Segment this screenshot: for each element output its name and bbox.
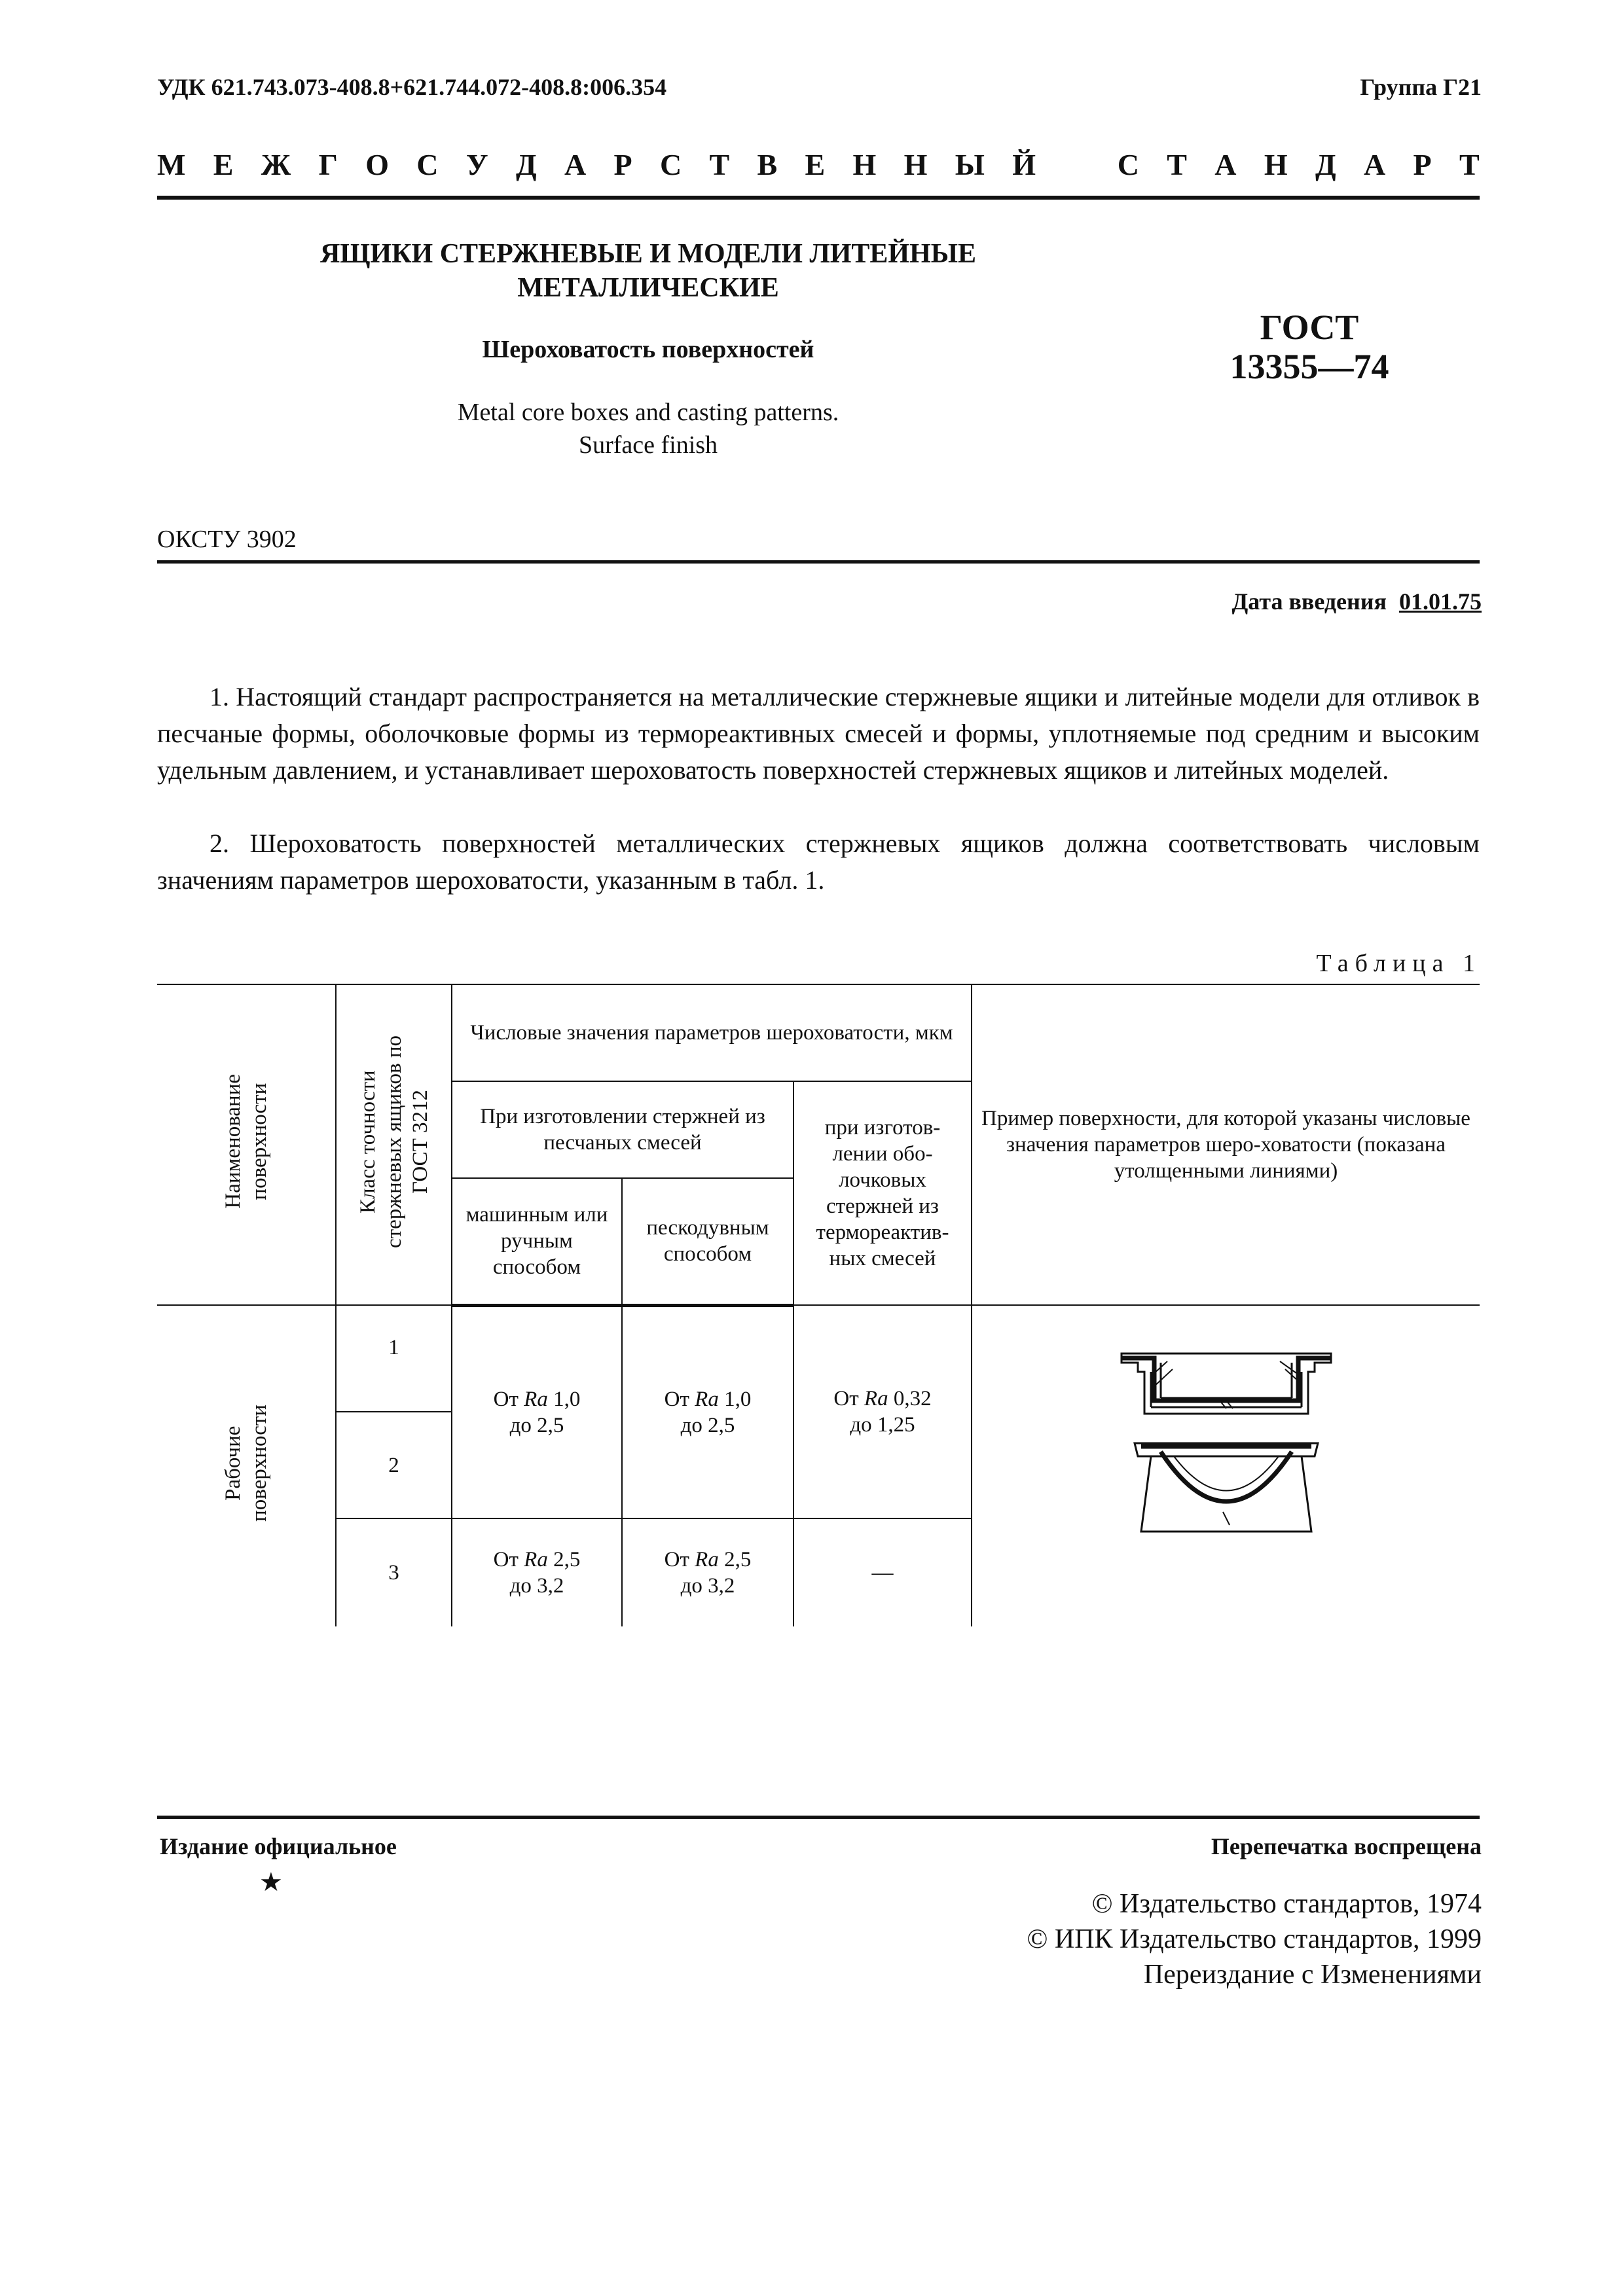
gost-label: ГОСТ — [1260, 308, 1359, 347]
header-values: Числовые значения параметров шероховатости, мкм — [452, 984, 972, 1081]
banner-letter: Ы — [955, 148, 985, 181]
banner-letter: А — [1363, 148, 1386, 181]
intro-date-label: Дата введения — [1231, 588, 1387, 615]
value-from: 1,0 — [724, 1387, 752, 1411]
machine-value-3 — [452, 1518, 622, 1626]
english-line-1: Metal core boxes and casting patterns. — [457, 399, 839, 426]
doc-title — [223, 237, 1074, 305]
paragraph-1: 1. Настоящий стандарт распространяется на металлические стержневые ящики и литейные модели для отливок в песчаные формы, оболочковые формы из термореактивных смесей и формы, уплотняемые под средним и высоким удельным давлением, и устанавливает шероховатость поверхностей стержневых ящиков и литейных моделей. — [157, 682, 1480, 785]
from-label: От — [493, 1548, 519, 1571]
udk-code: УДК 621.743.073-408.8+621.744.072-408.8:006.354 — [157, 74, 667, 100]
header-surface-name — [157, 984, 336, 1305]
header-example: Пример поверхности, для которой указаны числовые значения параметров шеро-ховатости (показана утолщенными линиями) — [972, 984, 1480, 1305]
value-to: до 2,5 — [680, 1413, 735, 1437]
from-label: От — [493, 1387, 519, 1411]
intro-date-value: 01.01.75 — [1399, 588, 1482, 615]
banner-letter: Д — [1315, 148, 1336, 181]
core-box-drawing — [1115, 1335, 1338, 1590]
blow-value-3 — [622, 1518, 793, 1626]
value-from: 0,32 — [893, 1387, 932, 1410]
copyright-block — [1027, 1886, 1482, 1992]
table-caption: Таблица 1 — [1316, 950, 1482, 977]
banner-letter: М — [157, 148, 186, 181]
banner-letter: Е — [213, 148, 234, 181]
banner-letter: Т — [1167, 148, 1187, 181]
example-drawing-cell — [972, 1305, 1480, 1626]
header-blow: пескодувным способом — [622, 1178, 793, 1305]
reissue-note: Переиздание с Изменениями — [1143, 1960, 1482, 1990]
value-from: 1,0 — [553, 1387, 581, 1411]
ra-symbol: Ra — [524, 1548, 548, 1571]
shell-value-3: — — [793, 1518, 972, 1626]
banner-letter: Н — [1264, 148, 1288, 181]
banner-letter: Е — [805, 148, 826, 181]
class-cell-2: 2 — [336, 1412, 452, 1518]
header-sand-mixtures: При изготовлении стержней из песчаных смесей — [452, 1081, 793, 1178]
doc-title-english — [223, 396, 1074, 461]
header-surface-name-text: Наименование поверхности — [221, 1074, 271, 1209]
blow-value-1-2 — [622, 1305, 793, 1518]
banner-letter: С — [659, 148, 682, 181]
row-working-surfaces — [157, 1305, 336, 1626]
value-from: 2,5 — [553, 1548, 581, 1571]
ra-symbol: Ra — [695, 1548, 719, 1571]
title-line-2: МЕТАЛЛИЧЕСКИЕ — [517, 273, 779, 303]
banner-letter: В — [757, 148, 778, 181]
banner-letter: Т — [1459, 148, 1480, 181]
banner-rule — [157, 196, 1480, 200]
footer-rule — [157, 1816, 1480, 1819]
banner-letter: Д — [515, 148, 537, 181]
banner-letter: Р — [1413, 148, 1432, 181]
gost-code: 13355—74 — [1230, 347, 1389, 386]
group-code: Группа Г21 — [1360, 74, 1482, 100]
banner-letter: Р — [613, 148, 632, 181]
roughness-table — [157, 984, 1480, 1626]
banner-letter: Н — [852, 148, 877, 181]
banner-letter: С — [416, 148, 439, 181]
english-line-2: Surface finish — [578, 431, 718, 459]
reprint-notice: Перепечатка воспрещена — [1211, 1833, 1482, 1859]
shell-value-1-2 — [793, 1305, 972, 1518]
banner-letter: Й — [1012, 148, 1036, 181]
star-mark: ★ — [259, 1867, 283, 1897]
banner-letter: Н — [903, 148, 928, 181]
official-edition: Издание официальное — [160, 1833, 397, 1859]
value-to: до 2,5 — [509, 1413, 564, 1437]
header-shell: при изготов-лении обо-лочковых стержней из термореактив-ных смесей — [793, 1081, 972, 1305]
banner-letter: У — [465, 148, 488, 181]
copyright-1999: © ИПК Издательство стандартов, 1999 — [1027, 1924, 1482, 1954]
copyright-1974: © Издательство стандартов, 1974 — [1091, 1889, 1482, 1919]
header-machine: машинным или ручным способом — [452, 1178, 622, 1305]
row-working-surfaces-text: Рабочие поверхности — [221, 1404, 271, 1522]
banner-letter: А — [1214, 148, 1237, 181]
header-accuracy-class — [336, 984, 452, 1305]
from-label: От — [664, 1387, 689, 1411]
class-cell-3: 3 — [336, 1518, 452, 1626]
value-to: до 3,2 — [509, 1574, 564, 1598]
from-label: От — [664, 1548, 689, 1571]
banner-letter: А — [564, 148, 587, 181]
gost-number — [1192, 308, 1427, 386]
banner-letter: Т — [709, 148, 730, 181]
from-label: От — [833, 1387, 859, 1410]
banner-letter — [1063, 147, 1089, 187]
class-cell-1: 1 — [336, 1305, 452, 1412]
value-to: до 3,2 — [680, 1574, 735, 1598]
okstu-code: ОКСТУ 3902 — [157, 526, 297, 553]
intro-date — [1232, 588, 1482, 615]
header-accuracy-class-text: Класс точности стержневых ящиков по ГОСТ 3212 — [356, 1035, 432, 1248]
banner-letter: О — [365, 148, 389, 181]
value-to: до 1,25 — [850, 1413, 915, 1437]
banner-letter: Ж — [261, 148, 291, 181]
machine-value-1-2 — [452, 1305, 622, 1518]
title-line-1: ЯЩИКИ СТЕРЖНЕВЫЕ И МОДЕЛИ ЛИТЕЙНЫЕ — [319, 239, 977, 269]
standard-banner — [157, 147, 1480, 187]
paragraph-2: 2. Шероховатость поверхностей металлических стержневых ящиков должна соответствовать числовым значениям параметров шероховатости, указанным в табл. 1. — [157, 829, 1480, 895]
banner-letter: С — [1117, 148, 1139, 181]
doc-subtitle: Шероховатость поверхностей — [482, 336, 814, 363]
value-from: 2,5 — [724, 1548, 752, 1571]
okstu-rule — [157, 560, 1480, 564]
ra-symbol: Ra — [524, 1387, 548, 1411]
banner-letter: Г — [318, 148, 338, 181]
ra-symbol: Ra — [864, 1387, 888, 1410]
ra-symbol: Ra — [695, 1387, 719, 1411]
